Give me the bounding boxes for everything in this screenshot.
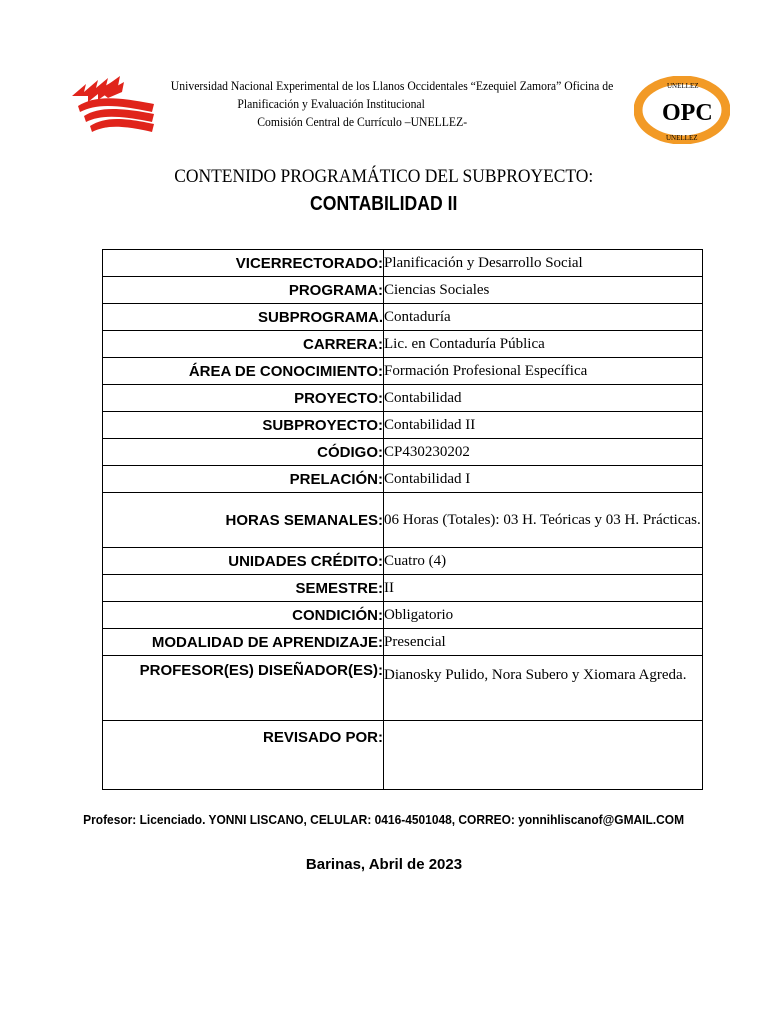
row-label: ÁREA DE CONOCIMIENTO: — [103, 358, 384, 385]
table-row — [103, 548, 703, 575]
table-row — [103, 385, 703, 412]
row-value: Formación Profesional Específica — [384, 358, 703, 385]
seal-bottom-text: UNELLEZ — [666, 134, 698, 142]
table-row — [103, 250, 703, 277]
header-line-3: Comisión Central de Currículo –UNELLEZ- — [257, 114, 468, 129]
row-value: CP430230202 — [384, 439, 703, 466]
table-row — [103, 721, 703, 790]
table-row — [103, 493, 703, 548]
opc-unellez-seal — [634, 76, 730, 144]
row-value: 06 Horas (Totales): 03 H. Teóricas y 03 H. Prácticas. — [384, 493, 703, 548]
table-row — [103, 304, 703, 331]
row-label: PRELACIÓN: — [103, 466, 384, 493]
row-label: CÓDIGO: — [103, 439, 384, 466]
row-label: SUBPROGRAMA. — [103, 304, 384, 331]
institution-header — [160, 77, 614, 131]
header-line-1: Universidad Nacional Experimental de los Llanos Occidentales “Ezequiel Zamora” Oficina de — [170, 78, 614, 93]
row-value: Dianosky Pulido, Nora Subero y Xiomara Agreda. — [384, 656, 703, 721]
row-label: SUBPROYECTO: — [103, 412, 384, 439]
table-row — [103, 575, 703, 602]
row-value: Contabilidad — [384, 385, 703, 412]
row-label: HORAS SEMANALES: — [103, 493, 384, 548]
subproject-info-table — [102, 249, 703, 790]
table-row — [103, 656, 703, 721]
row-value: Presencial — [384, 629, 703, 656]
row-value: II — [384, 575, 703, 602]
row-label: MODALIDAD DE APRENDIZAJE: — [103, 629, 384, 656]
unellez-stripes-logo — [68, 70, 158, 140]
row-label: VICERRECTORADO: — [103, 250, 384, 277]
table-row — [103, 602, 703, 629]
header-line-2: Planificación y Evaluación Institucional — [237, 96, 425, 111]
row-value: Contabilidad II — [384, 412, 703, 439]
table-row — [103, 466, 703, 493]
table-row — [103, 439, 703, 466]
row-label: REVISADO POR: — [103, 721, 384, 790]
row-label: PROYECTO: — [103, 385, 384, 412]
table-row — [103, 358, 703, 385]
row-label: CONDICIÓN: — [103, 602, 384, 629]
row-value: Obligatorio — [384, 602, 703, 629]
row-value: Planificación y Desarrollo Social — [384, 250, 703, 277]
seal-top-text: UNELLEZ — [667, 82, 699, 90]
row-value: Contabilidad I — [384, 466, 703, 493]
row-label: CARRERA: — [103, 331, 384, 358]
row-label: UNIDADES CRÉDITO: — [103, 548, 384, 575]
row-label: PROFESOR(ES) DISEÑADOR(ES): — [103, 656, 384, 721]
row-value: Contaduría — [384, 304, 703, 331]
row-value: Lic. en Contaduría Pública — [384, 331, 703, 358]
row-value — [384, 721, 703, 790]
table-row — [103, 412, 703, 439]
table-row — [103, 629, 703, 656]
professor-contact: Profesor: Licenciado. YONNI LISCANO, CELULAR: 0416-4501048, CORREO: yonnihliscanof@GMAIL.COM — [83, 812, 685, 827]
row-label: PROGRAMA: — [103, 277, 384, 304]
table-row — [103, 277, 703, 304]
place-date: Barinas, Abril de 2023 — [305, 856, 463, 873]
row-value: Ciencias Sociales — [384, 277, 703, 304]
document-subtitle: CONTENIDO PROGRAMÁTICO DEL SUBPROYECTO: — [174, 166, 594, 187]
row-label: SEMESTRE: — [103, 575, 384, 602]
table-row — [103, 331, 703, 358]
document-title: CONTABILIDAD II — [310, 193, 458, 215]
seal-mark: OPC — [662, 100, 713, 126]
row-value: Cuatro (4) — [384, 548, 703, 575]
